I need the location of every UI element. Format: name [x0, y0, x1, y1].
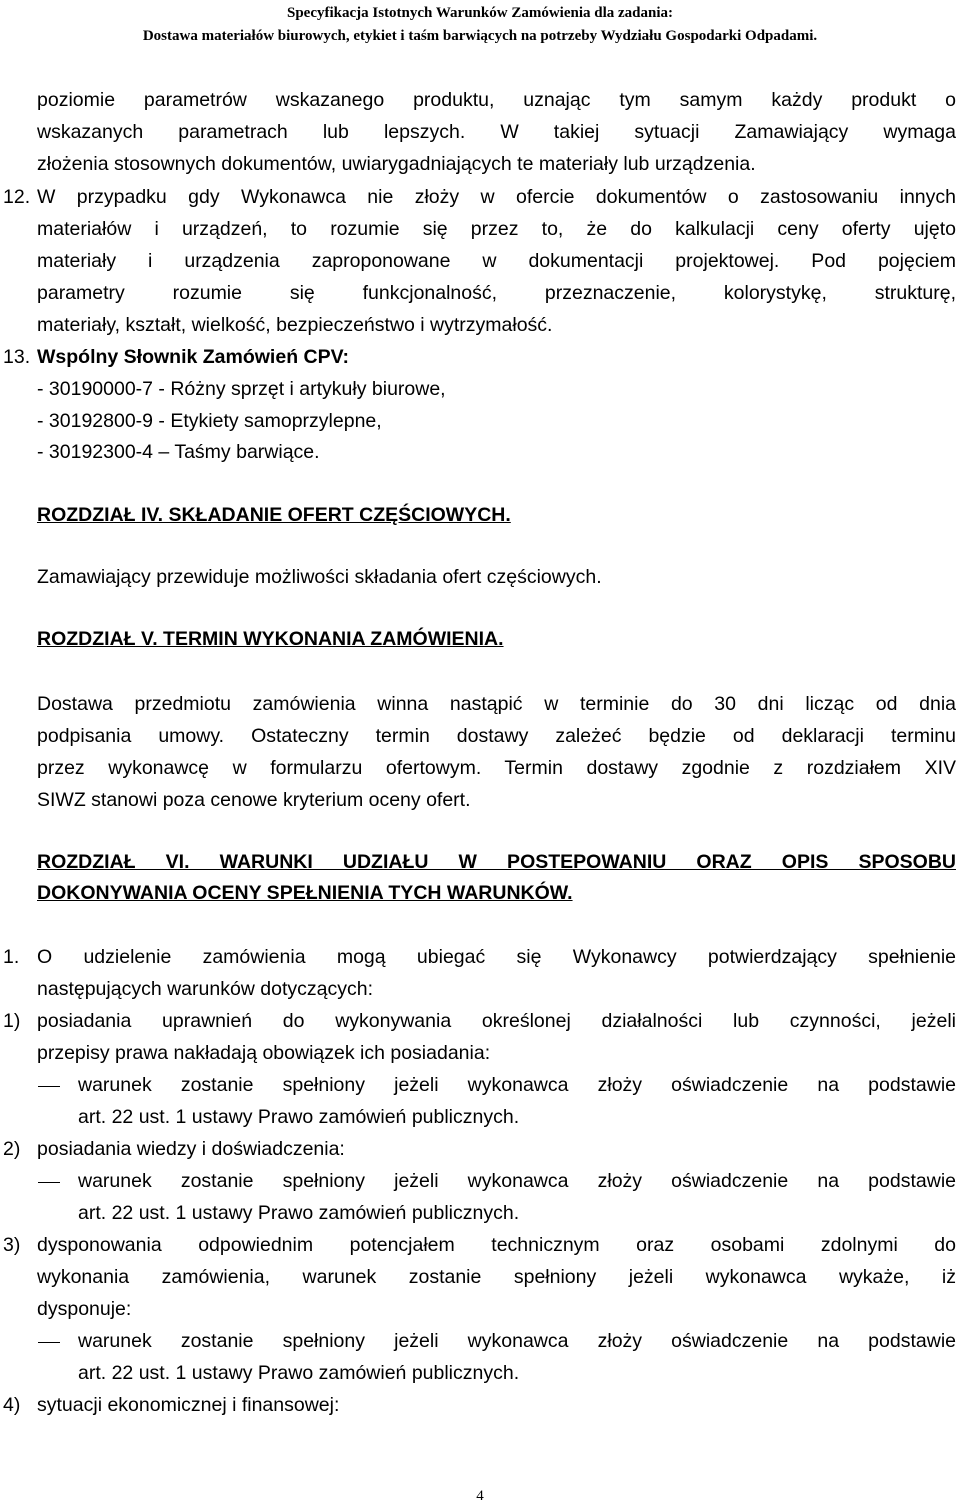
item-number: 12. — [3, 186, 31, 208]
paragraph-line: dysponowania odpowiednim potencjałem technicznym oraz osobami zdolnymi do — [37, 1234, 956, 1256]
cpv-code: - 30190000-7 - Różny sprzęt i artykuły biurowe, — [37, 378, 446, 400]
paragraph-line: wykonania zamówienia, warunek zostanie spełniony jeżeli wykonawca wykaże, iż — [37, 1266, 956, 1288]
dash-bullet — [38, 1342, 60, 1343]
header-subtitle: Dostawa materiałów biurowych, etykiet i taśm barwiących na potrzeby Wydziału Gospodarki Odpadami. — [142, 28, 818, 44]
paragraph-line: Dostawa przedmiotu zamówienia winna nastąpić w terminie do 30 dni licząc od dnia — [37, 693, 956, 715]
chapter-heading: ROZDZIAŁ V. TERMIN WYKONANIA ZAMÓWIENIA. — [37, 628, 504, 650]
paragraph-line: sytuacji ekonomicznej i finansowej: — [37, 1394, 340, 1416]
cpv-heading: Wspólny Słownik Zamówień CPV: — [37, 346, 350, 368]
paragraph-line: art. 22 ust. 1 ustawy Prawo zamówień publicznych. — [78, 1106, 520, 1128]
chapter-heading: ROZDZIAŁ IV. SKŁADANIE OFERT CZĘŚCIOWYCH. — [37, 504, 511, 526]
subitem-number: 3) — [3, 1234, 21, 1256]
paragraph-line: materiały, kształt, wielkość, bezpieczeństwo i wytrzymałość. — [37, 314, 553, 336]
paragraph-line: posiadania wiedzy i doświadczenia: — [37, 1138, 345, 1160]
header-title: Specyfikacja Istotnych Warunków Zamówienia dla zadania: — [286, 5, 673, 21]
paragraph-line: następujących warunków dotyczących: — [37, 978, 374, 1000]
dash-bullet — [38, 1086, 60, 1087]
paragraph-line: parametry rozumie się funkcjonalność, przeznaczenie, kolorystykę, strukturę, — [37, 282, 956, 304]
paragraph-line: posiadania uprawnień do wykonywania określonej działalności lub czynności, jeżeli — [37, 1010, 956, 1032]
paragraph-line: przepisy prawa nakładają obowiązek ich posiadania: — [37, 1042, 491, 1064]
paragraph-line: warunek zostanie spełniony jeżeli wykonawca złoży oświadczenie na podstawie — [78, 1170, 956, 1192]
subitem-number: 1) — [3, 1010, 21, 1032]
cpv-code: - 30192300-4 – Taśmy barwiące. — [37, 441, 320, 463]
paragraph-line: wskazanych parametrach lub lepszych. W takiej sytuacji Zamawiający wymaga — [37, 121, 956, 143]
item-number: 1. — [3, 946, 20, 968]
cpv-code: - 30192800-9 - Etykiety samoprzylepne, — [37, 410, 382, 432]
paragraph-line: podpisania umowy. Ostateczny termin dostawy zależeć będzie od deklaracji terminu — [37, 725, 956, 747]
paragraph-line: O udzielenie zamówienia mogą ubiegać się Wykonawcy potwierdzający spełnienie — [37, 946, 956, 968]
paragraph-line: poziomie parametrów wskazanego produktu, uznając tym samym każdy produkt o — [37, 89, 956, 111]
chapter-heading: DOKONYWANIA OCENY SPEŁNIENIA TYCH WARUNKÓW. — [37, 882, 573, 904]
page-number: 4 — [476, 1488, 484, 1504]
paragraph-line: W przypadku gdy Wykonawca nie złoży w ofercie dokumentów o zastosowaniu innych — [37, 186, 956, 208]
paragraph-line: Zamawiający przewiduje możliwości składania ofert częściowych. — [37, 566, 602, 588]
paragraph-line: warunek zostanie spełniony jeżeli wykonawca złoży oświadczenie na podstawie — [78, 1074, 956, 1096]
paragraph-line: materiałów i urządzeń, to rozumie się przez to, że do kalkulacji ceny oferty ujęto — [37, 218, 956, 240]
paragraph-line: złożenia stosownych dokumentów, uwiarygadniających te materiały lub urządzenia. — [37, 153, 756, 175]
subitem-number: 4) — [3, 1394, 21, 1416]
paragraph-line: materiały i urządzenia zaproponowane w dokumentacji projektowej. Pod pojęciem — [37, 250, 956, 272]
paragraph-line: przez wykonawcę w formularzu ofertowym. Termin dostawy zgodnie z rozdziałem XIV — [37, 757, 956, 779]
paragraph-line: SIWZ stanowi poza cenowe kryterium oceny ofert. — [37, 789, 471, 811]
paragraph-line: warunek zostanie spełniony jeżeli wykonawca złoży oświadczenie na podstawie — [78, 1330, 956, 1352]
dash-bullet — [38, 1182, 60, 1183]
subitem-number: 2) — [3, 1138, 21, 1160]
item-number: 13. — [3, 346, 31, 368]
paragraph-line: dysponuje: — [37, 1298, 132, 1320]
paragraph-line: art. 22 ust. 1 ustawy Prawo zamówień publicznych. — [78, 1202, 520, 1224]
chapter-heading: ROZDZIAŁ VI. WARUNKI UDZIAŁU W POSTEPOWANIU ORAZ OPIS SPOSOBU — [37, 851, 956, 873]
paragraph-line: art. 22 ust. 1 ustawy Prawo zamówień publicznych. — [78, 1362, 520, 1384]
